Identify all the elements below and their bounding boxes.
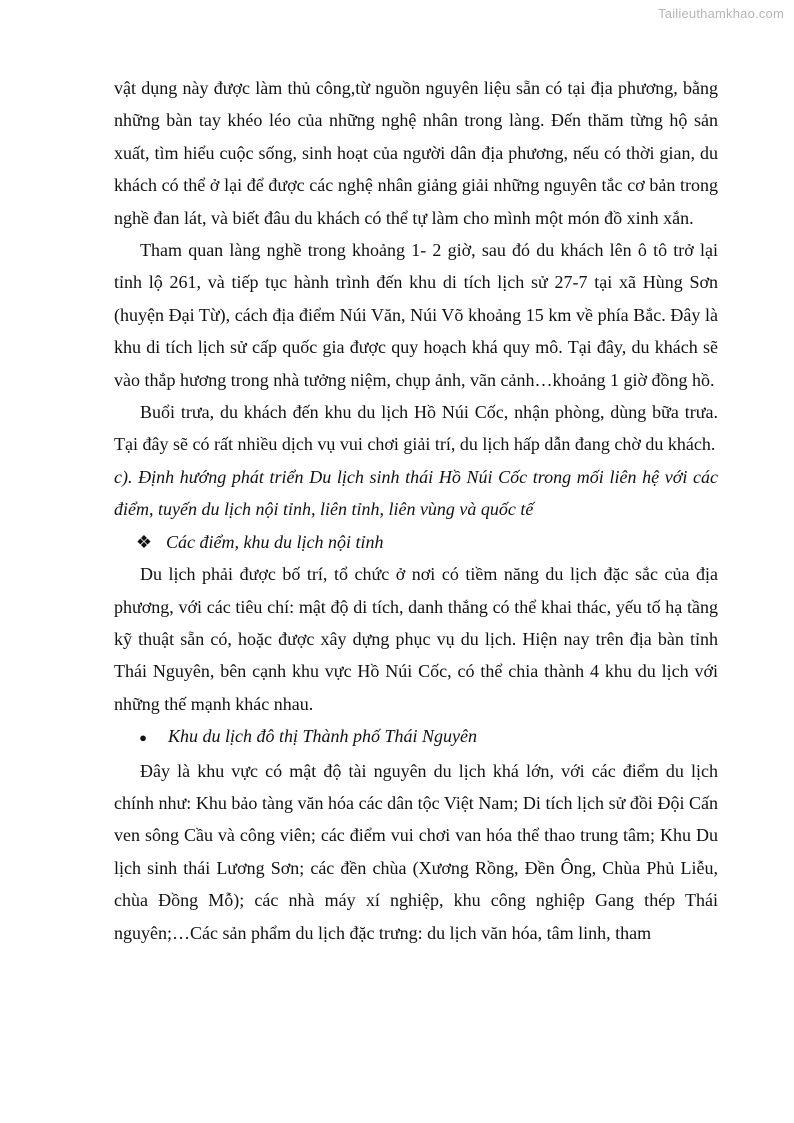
watermark: Tailieuthamkhao.com [658, 6, 784, 21]
list-item-inner-province [114, 526, 718, 558]
paragraph-3: Buổi trưa, du khách đến khu du lịch Hồ Núi Cốc, nhận phòng, dùng bữa trưa. Tại đây sẽ có rất nhiều dịch vụ vui chơi giải trí, du lịch hấp dẫn đang chờ du khách. [114, 402, 718, 455]
list-item-urban-area [114, 720, 718, 754]
paragraph-4: Du lịch phải được bố trí, tổ chức ở nơi có tiềm năng du lịch đặc sắc của địa phương, với các tiêu chí: mật độ di tích, danh thắng có thể khai thác, yếu tố hạ tầng kỹ thuật sẵn có, hoặc được xây dựng phục vụ du lịch. Hiện nay trên địa bàn tỉnh Thái Nguyên, bên cạnh khu vực Hồ Núi Cốc, có thể chia thành 4 khu du lịch với những thế mạnh khác nhau. [114, 564, 718, 714]
document-body [114, 72, 718, 949]
diamond-bullet-icon: ❖ [135, 531, 153, 552]
paragraph-2: Tham quan làng nghề trong khoảng 1- 2 giờ, sau đó du khách lên ô tô trở lại tỉnh lộ 261, và tiếp tục hành trình đến khu di tích lịch sử 27-7 tại xã Hùng Sơn (huyện Đại Từ), cách địa điểm Núi Văn, Núi Võ khoảng 15 km về phía Bắc. Đây là khu di tích lịch sử cấp quốc gia được quy hoạch khá quy mô. Tại đây, du khách sẽ vào thắp hương trong nhà tưởng niệm, chụp ảnh, vãn cảnh…khoảng 1 giờ đồng hồ. [114, 240, 718, 390]
section-heading: c). Định hướng phát triển Du lịch sinh thái Hồ Núi Cốc trong mối liên hệ với các điểm, tuyến du lịch nội tỉnh, liên tỉnh, liên vùng và quốc tế [114, 466, 718, 520]
round-bullet-icon: ● [139, 730, 147, 746]
list-item-label: Các điểm, khu du lịch nội tỉnh [166, 531, 384, 552]
paragraph-1: vật dụng này được làm thủ công,từ nguồn nguyên liệu sẵn có tại địa phương, bằng những bàn tay khéo léo của những nghệ nhân trong làng. Đến thăm từng hộ sản xuất, tìm hiểu cuộc sống, sinh hoạt của người dân địa phương, nếu có thời gian, du khách có thể ở lại để được các nghệ nhân giảng giải những nguyên tắc cơ bản trong nghề đan lát, và biết đâu du khách có thể tự làm cho mình một món đồ xinh xắn. [114, 78, 718, 228]
paragraph-5: Đây là khu vực có mật độ tài nguyên du lịch khá lớn, với các điểm du lịch chính như: Khu bảo tàng văn hóa các dân tộc Việt Nam; Di tích lịch sử đồi Đội Cấn ven sông Cầu và công viên; các điểm vui chơi van hóa thể thao trung tâm; Khu Du lịch sinh thái Lương Sơn; các đền chùa (Xương Rồng, Đền Ông, Chùa Phủ Liễu, chùa Đồng Mỗ); các nhà máy xí nghiệp, khu công nghiệp Gang thép Thái nguyên;…Các sản phẩm du lịch đặc trưng: du lịch văn hóa, tâm linh, tham [114, 760, 718, 943]
list-item-label: Khu du lịch đô thị Thành phố Thái Nguyên [168, 726, 478, 747]
